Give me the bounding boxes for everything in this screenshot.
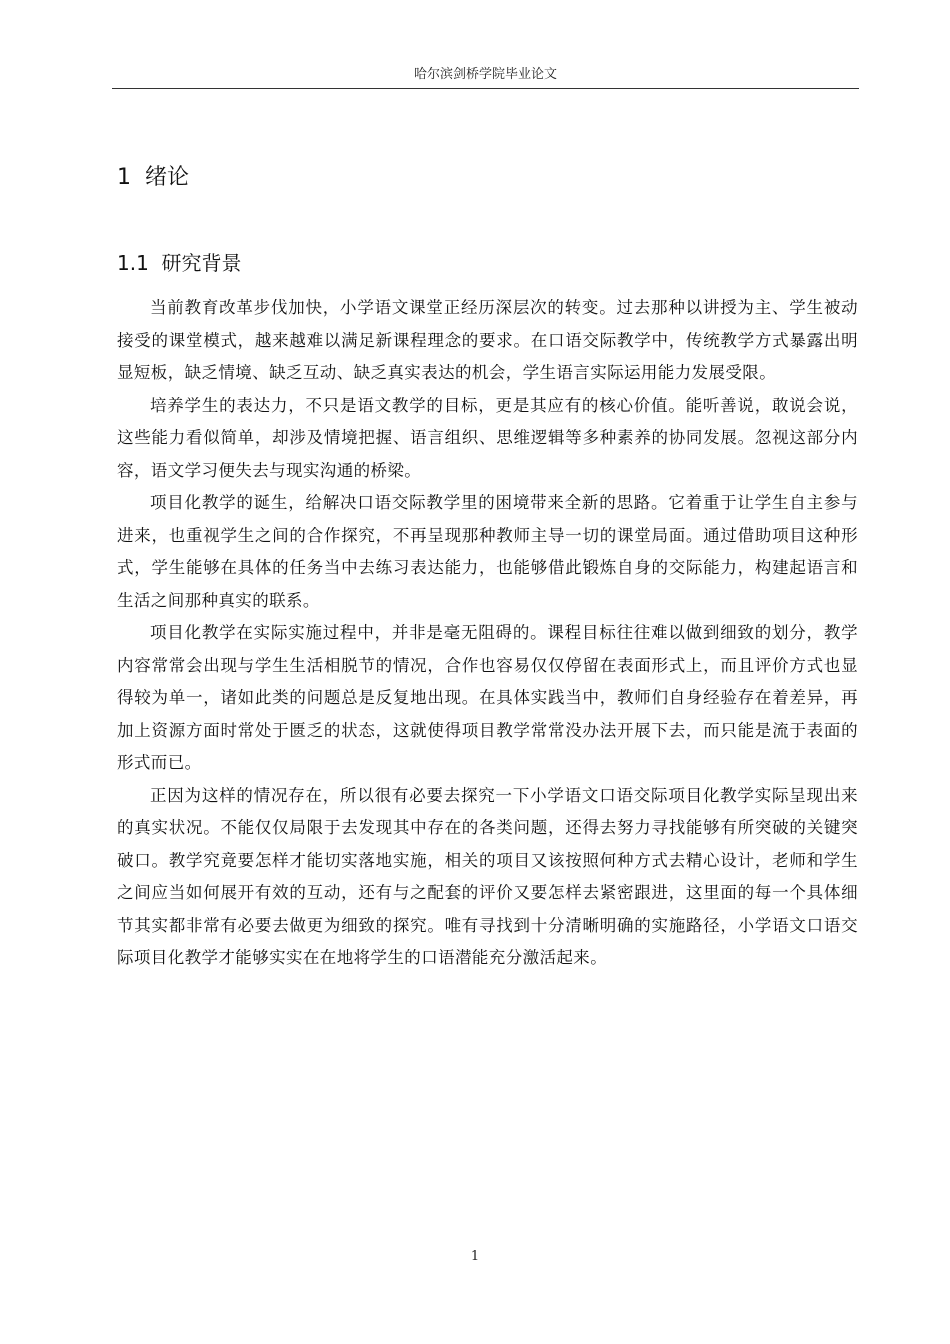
header-title: 哈尔滨剑桥学院毕业论文 xyxy=(413,67,557,82)
body-text xyxy=(117,292,858,975)
paragraph: 项目化教学在实际实施过程中，并非是毫无阻碍的。课程目标往往难以做到细致的划分，教学内容常常会出现与学生生活相脱节的情况，合作也容易仅仅停留在表面形式上，而且评价方式也显得较为单一，诸如此类的问题总是反复地出现。在具体实践当中，教师们自身经验存在着差异，再加上资源方面时常处于匮乏的状态，这就使得项目教学常常没办法开展下去，而只能是流于表面的形式而已。 xyxy=(117,623,858,772)
paragraph: 项目化教学的诞生，给解决口语交际教学里的困境带来全新的思路。它着重于让学生自主参与进来，也重视学生之间的合作探究，不再呈现那种教师主导一切的课堂局面。通过借助项目这种形式，学生能够在具体的任务当中去练习表达能力，也能够借此锻炼自身的交际能力，构建起语言和生活之间那种真实的联系。 xyxy=(117,493,858,610)
paragraph: 正因为这样的情况存在，所以很有必要去探究一下小学语文口语交际项目化教学实际呈现出来的真实状况。不能仅仅局限于去发现其中存在的各类问题，还得去努力寻找能够有所突破的关键突破口。教学究竟要怎样才能切实落地实施，相关的项目又该按照何种方式去精心设计，老师和学生之间应当如何展开有效的互动，还有与之配套的评价又要怎样去紧密跟进，这里面的每一个具体细节其实都非常有必要去做更为细致的探究。唯有寻找到十分清晰明确的实施路径，小学语文口语交际项目化教学才能够实实在在地将学生的口语潜能充分激活起来。 xyxy=(117,785,858,967)
paragraph: 当前教育改革步伐加快，小学语文课堂正经历深层次的转变。过去那种以讲授为主、学生被动接受的课堂模式，越来越难以满足新课程理念的要求。在口语交际教学中，传统教学方式暴露出明显短板，缺乏情境、缺乏互动、缺乏真实表达的机会，学生语言实际运用能力发展受限。 xyxy=(117,298,858,382)
section-title: 1.1 研究背景 xyxy=(117,251,242,275)
page-header xyxy=(112,64,859,89)
chapter-title: 1 绪论 xyxy=(117,165,189,190)
page-number: 1 xyxy=(470,1249,480,1264)
paragraph: 培养学生的表达力，不只是语文教学的目标，更是其应有的核心价值。能听善说，敢说会说，这些能力看似简单，却涉及情境把握、语言组织、思维逻辑等多种素养的协同发展。忽视这部分内容，语文学习便失去与现实沟通的桥梁。 xyxy=(117,395,858,480)
